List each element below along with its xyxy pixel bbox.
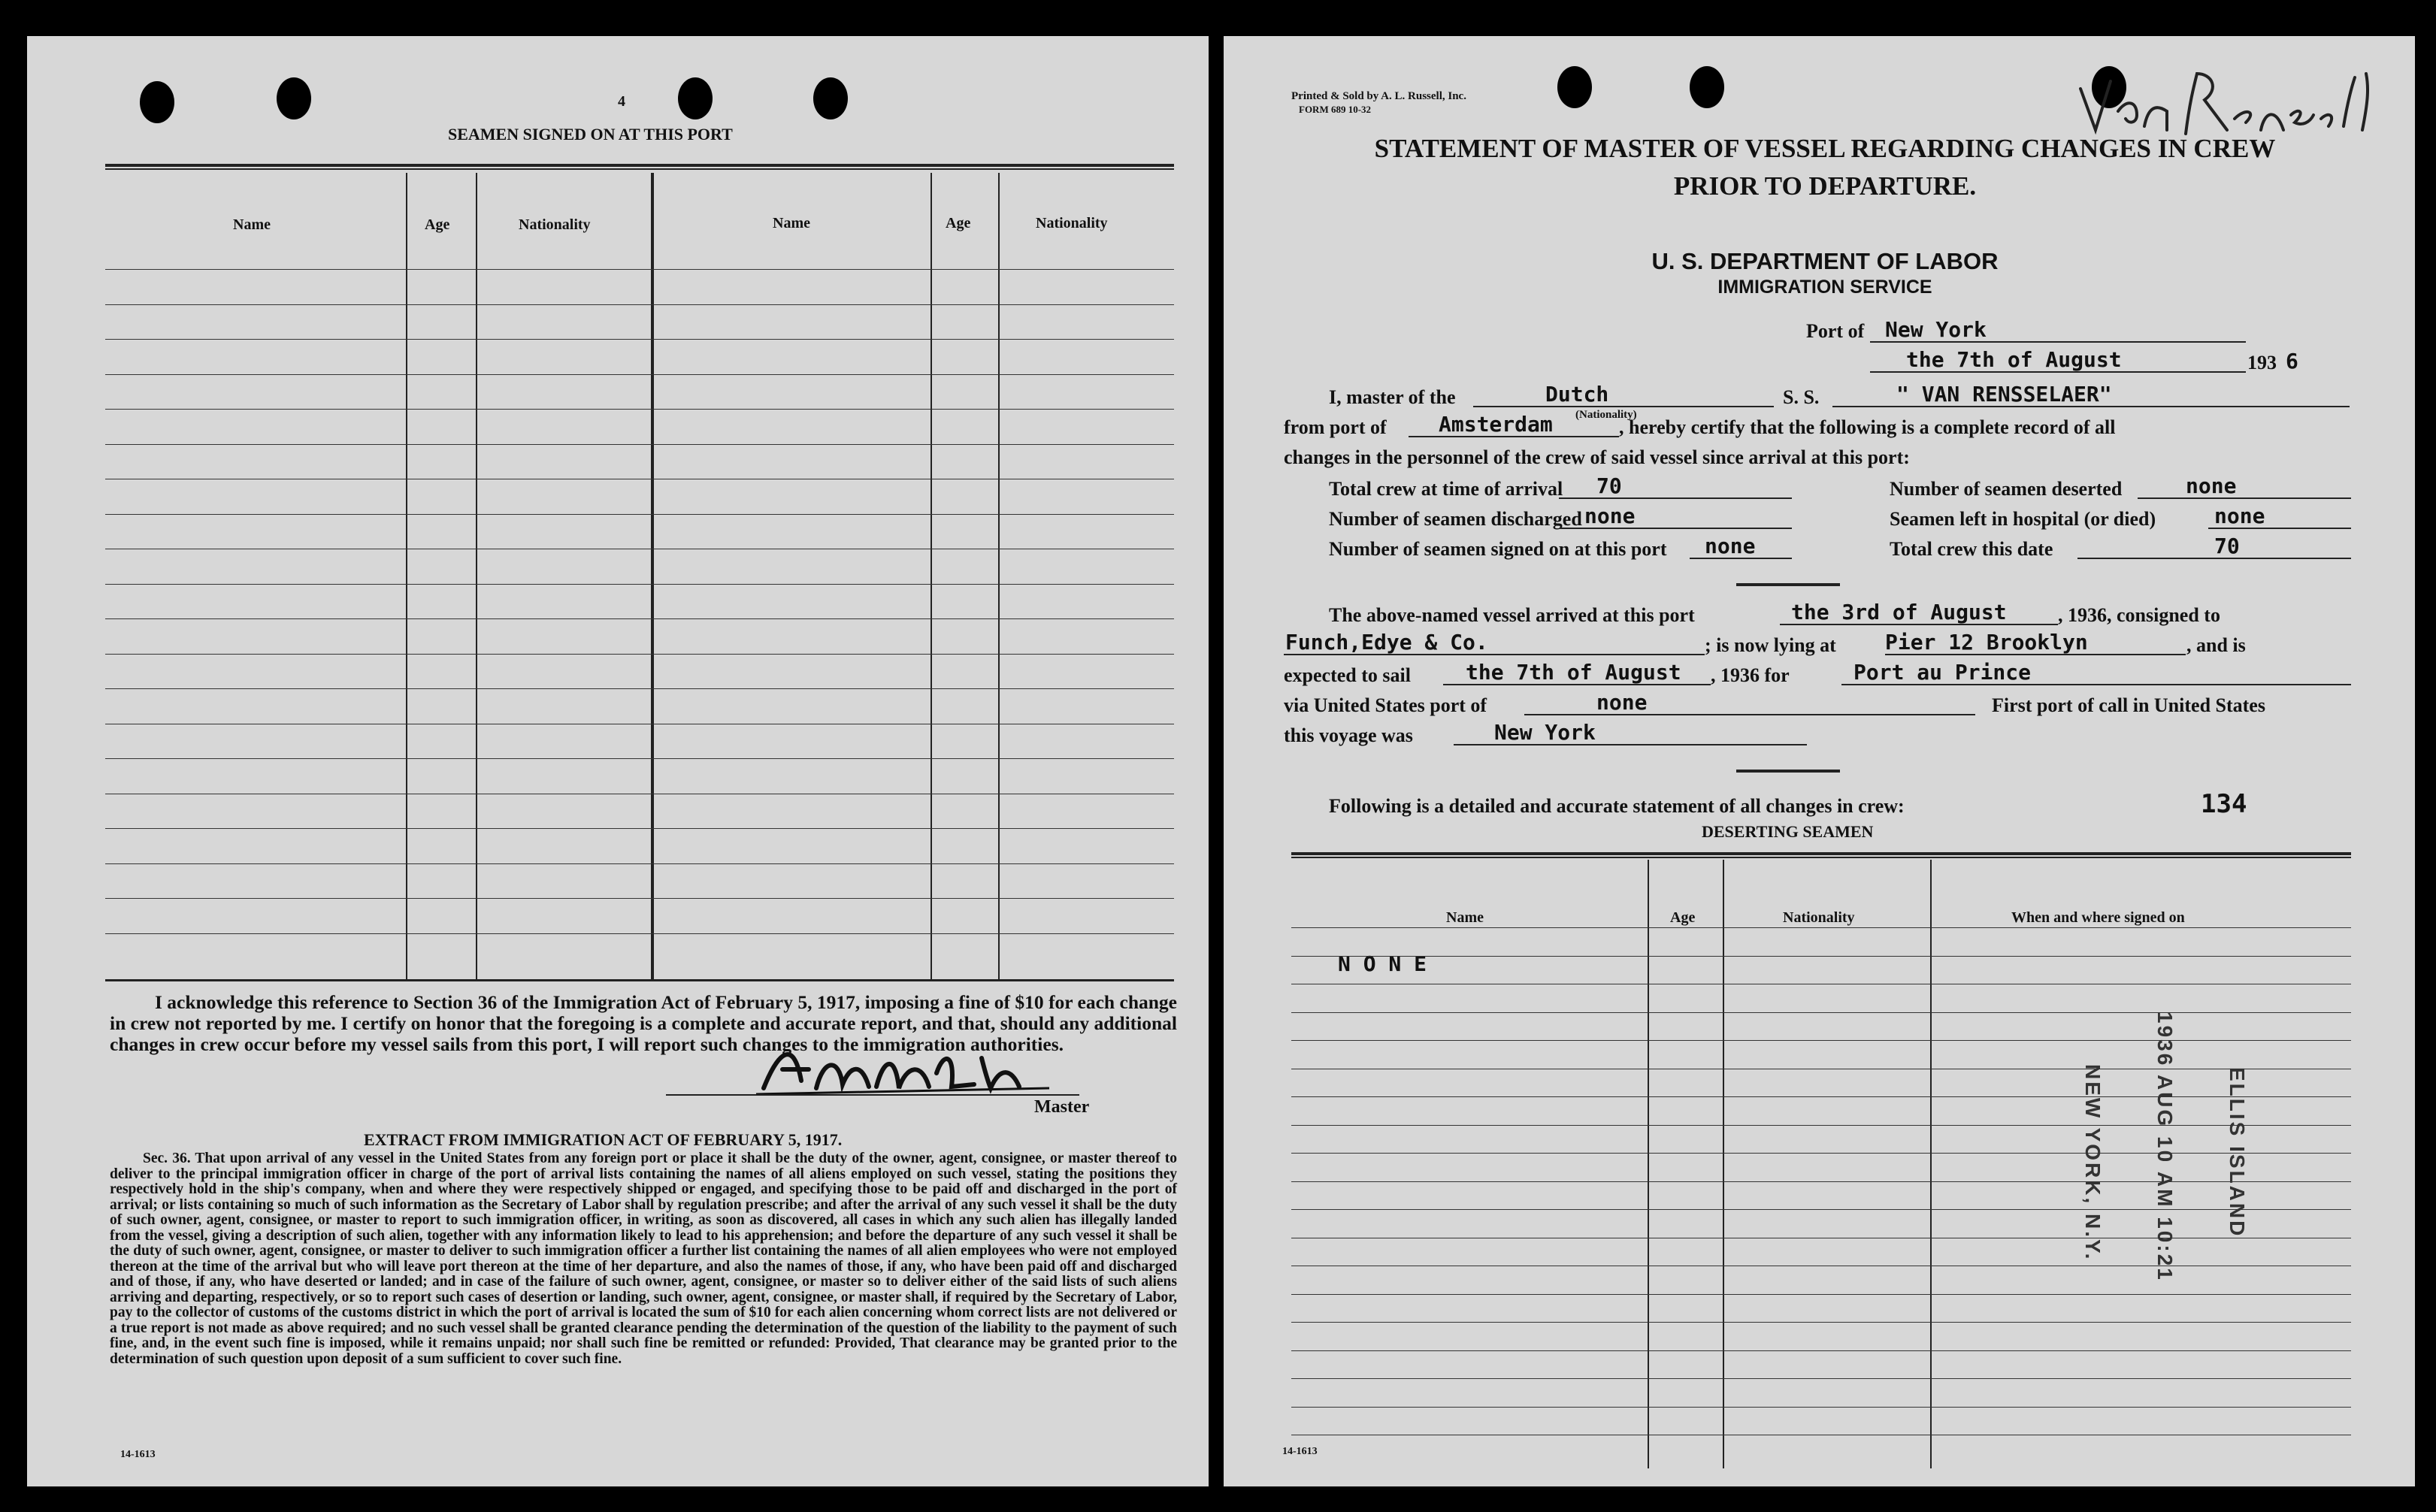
col-header-age: Age: [425, 216, 450, 233]
table-rule: [1291, 1012, 2351, 1013]
expected-value: the 7th of August: [1466, 660, 1681, 685]
via-value: none: [1596, 690, 1648, 715]
this-voyage-value: New York: [1494, 720, 1596, 745]
table-rule: [105, 758, 1174, 759]
punch-hole: [1557, 66, 1592, 108]
table-rule: [105, 584, 1174, 585]
changes-text: changes in the personnel of the crew of said vessel since arrival at this port:: [1284, 446, 1910, 468]
table-rule: [1291, 1378, 2351, 1379]
table-rule: [105, 269, 1174, 270]
deserting-title: DESERTING SEAMEN: [1702, 822, 1874, 841]
consignee-value: Funch,Edye & Co.: [1285, 630, 1488, 655]
table-rule: [105, 654, 1174, 655]
hospital-label: Seamen left in hospital (or died): [1890, 508, 2156, 530]
table-rule: [105, 828, 1174, 829]
this-voyage-label: this voyage was: [1284, 724, 1413, 746]
master-label: Master: [1034, 1097, 1090, 1117]
deserting-entry: N O N E: [1338, 951, 1427, 976]
printer-line: Printed & Sold by A. L. Russell, Inc.: [1291, 90, 1466, 102]
form-number: FORM 689 10-32: [1299, 104, 1372, 115]
first-call-label: First port of call in United States: [1992, 694, 2265, 716]
col-header-nationality: Nationality: [519, 216, 591, 233]
col-header-age-2: Age: [946, 215, 971, 231]
table-rule: [1291, 1322, 2351, 1323]
punch-hole: [277, 77, 311, 119]
handwritten-name: [2065, 59, 2381, 141]
ellis-island-stamp-line2: 1936 AUG 10 AM 10:21: [2153, 1012, 2177, 1282]
section-title: SEAMEN SIGNED ON AT THIS PORT: [448, 125, 733, 144]
ellis-island-stamp-line3: NEW YORK, N.Y.: [2081, 1064, 2105, 1262]
arrived-year: , 1936, consigned to: [2058, 604, 2220, 626]
deserting-col-age: Age: [1670, 909, 1696, 926]
ellis-island-stamp-line1: ELLIS ISLAND: [2226, 1067, 2249, 1238]
total-crew-date-value: 70: [2214, 534, 2240, 558]
discharged-label: Number of seamen discharged: [1329, 508, 1582, 530]
table-rule: [1291, 1125, 2351, 1126]
table-rule: [1291, 1181, 2351, 1182]
table-rule: [1291, 1040, 2351, 1041]
port-label: Port of: [1806, 320, 1865, 342]
table-rule: [1291, 1209, 2351, 1210]
service: IMMIGRATION SERVICE: [1717, 277, 1932, 298]
form-footer: 14-1613: [120, 1449, 156, 1460]
form-title-line1: STATEMENT OF MASTER OF VESSEL REGARDING CHANGES IN CREW: [1374, 134, 2276, 163]
deserted-label: Number of seamen deserted: [1890, 478, 2123, 500]
table-rule: [105, 374, 1174, 375]
table-rule: [105, 304, 1174, 305]
lying-label: ; is now lying at: [1705, 634, 1836, 656]
table-rule: [1291, 1350, 2351, 1351]
page-stamp-number: 134: [2201, 789, 2247, 819]
extract-title: EXTRACT FROM IMMIGRATION ACT OF FEBRUARY 5, 1917.: [364, 1130, 843, 1149]
table-rule: [105, 933, 1174, 934]
acknowledgment-paragraph: I acknowledge this reference to Section 36 of the Immigration Act of February 5, 1917, imposing a fine of $10 for each change in crew not reported by me. I certify on honor that the foregoing is a complete and accurate report, and that, should any additional changes in crew occur before my vessel sails from this port, I will report such changes to the immigration authorities.: [110, 991, 1177, 1055]
department: U. S. DEPARTMENT OF LABOR: [1651, 248, 1999, 274]
signed-on-label: Number of seamen signed on at this port: [1329, 538, 1667, 560]
following-text: Following is a detailed and accurate statement of all changes in crew:: [1329, 795, 1905, 817]
port-value: New York: [1885, 317, 1987, 342]
table-rule: [105, 688, 1174, 689]
date-value: the 7th of August: [1906, 347, 2122, 372]
total-crew-arrival-label: Total crew at time of arrival: [1329, 478, 1563, 500]
table-rule: [1291, 927, 2351, 928]
lying-value: Pier 12 Brooklyn: [1885, 630, 2088, 655]
page-number: 4: [618, 93, 625, 110]
deserted-value: none: [2186, 473, 2237, 498]
punch-hole: [678, 77, 713, 119]
via-label: via United States port of: [1284, 694, 1487, 716]
year-prefix: 193: [2247, 352, 2277, 373]
deserting-col-nationality: Nationality: [1783, 909, 1855, 926]
nationality-caption: (Nationality): [1575, 409, 1637, 421]
table-rule: [1291, 1096, 2351, 1097]
vessel-value: " VAN RENSSELAER": [1896, 382, 2112, 407]
total-crew-arrival-value: 70: [1596, 473, 1622, 498]
right-page: [1224, 36, 2415, 1486]
master-of-label: I, master of the: [1329, 386, 1456, 408]
punch-hole: [140, 81, 174, 123]
expected-label: expected to sail: [1284, 664, 1411, 686]
table-rule: [105, 863, 1174, 864]
form-title-line2: PRIOR TO DEPARTURE.: [1673, 171, 1977, 201]
arrived-value: the 3rd of August: [1791, 600, 2007, 624]
nationality-value: Dutch: [1545, 382, 1609, 407]
table-rule: [1291, 1407, 2351, 1408]
deserting-table: [1291, 852, 2351, 1468]
extract-text: Sec. 36. That upon arrival of any vessel in the United States from any foreign port or place it shall be the duty of the owner, agent, consignee, or master thereof to deliver to the principal immigration officer in charge of the port of arrival lists containing the names of all aliens employed on such vessel, stating the positions they respectively hold in the ship's company, when and where they were respectively shipped or engaged, and specifying those to be paid off and discharged in the port of arrival; or lists containing so much of such information as the Secretary of Labor shall by regulation prescribe; and after the arrival of any such vessel it shall be the duty of such owner, agent, consignee, or master to report to such immigration officer, in writing, as soon as discovered, all cases in which any such alien has illegally landed from the vessel, giving a description of such alien, together with any information likely to lead to his apprehension; and before the departure of any such vessel it shall be the duty of such owner, agent, consignee, or master to deliver to such immigration officer a further list containing the names of all alien employees who were not employed thereon at the time of the arrival but who will leave port thereon at the time of her departure, and also the names of those, if any, who have been paid off and discharged and of those, if any, who have deserted or landed; and in case of the failure of such owner, agent, consignee, or master so to deliver either of the said lists of such aliens arriving and departing, respectively, or so to report such cases of desertion or landing, such owner, agent, consignee, or master shall, if required by the Secretary of Labor, pay to the collector of customs of the customs district in which the port of arrival is located the sum of $10 for each alien concerning whom correct lists are not delivered or a true report is not made as above required; and no such vessel shall be granted clearance pending the determination of the question of the liability to the payment of such fine, and, in the event such fine is imposed, while it remains unpaid; nor shall such fine be remitted or refunded: Provided, That clearance may be granted prior to the determination of such question upon deposit of a sum sufficient to cover such fine.: [110, 1151, 1177, 1367]
total-crew-date-label: Total crew this date: [1890, 538, 2053, 560]
deserting-col-signed-on: When and where signed on: [2011, 909, 2185, 926]
col-header-name-2: Name: [773, 215, 810, 231]
col-header-nationality-2: Nationality: [1036, 215, 1108, 231]
destination-value: Port au Prince: [1853, 660, 2032, 685]
table-rule: [105, 618, 1174, 619]
punch-hole: [813, 77, 848, 119]
table-rule: [1291, 1153, 2351, 1154]
table-rule: [105, 409, 1174, 410]
expected-year: , 1936 for: [1711, 664, 1790, 686]
table-rule: [105, 339, 1174, 340]
table-rule: [1291, 1294, 2351, 1295]
arrived-label: The above-named vessel arrived at this port: [1329, 604, 1695, 626]
form-footer-right: 14-1613: [1282, 1446, 1318, 1457]
from-port-value: Amsterdam: [1439, 412, 1553, 437]
year-digit: 6: [2286, 349, 2298, 373]
table-rule: [105, 898, 1174, 899]
master-signature: [749, 1036, 1079, 1103]
and-is-text: , and is: [2186, 634, 2246, 656]
left-page: [27, 36, 1209, 1486]
table-rule: [1291, 956, 2351, 957]
deserting-col-name: Name: [1446, 909, 1484, 926]
signed-on-table: [105, 164, 1174, 979]
ss-label: S. S.: [1783, 386, 1820, 408]
hospital-value: none: [2214, 503, 2265, 528]
table-rule: [105, 444, 1174, 445]
table-rule: [105, 514, 1174, 515]
from-port-label: from port of: [1284, 416, 1387, 438]
col-header-name: Name: [233, 216, 271, 233]
certify-text: , hereby certify that the following is a complete record of all: [1619, 416, 2116, 438]
signed-on-value: none: [1705, 534, 1756, 558]
punch-hole: [1690, 66, 1724, 108]
discharged-value: none: [1584, 503, 1636, 528]
